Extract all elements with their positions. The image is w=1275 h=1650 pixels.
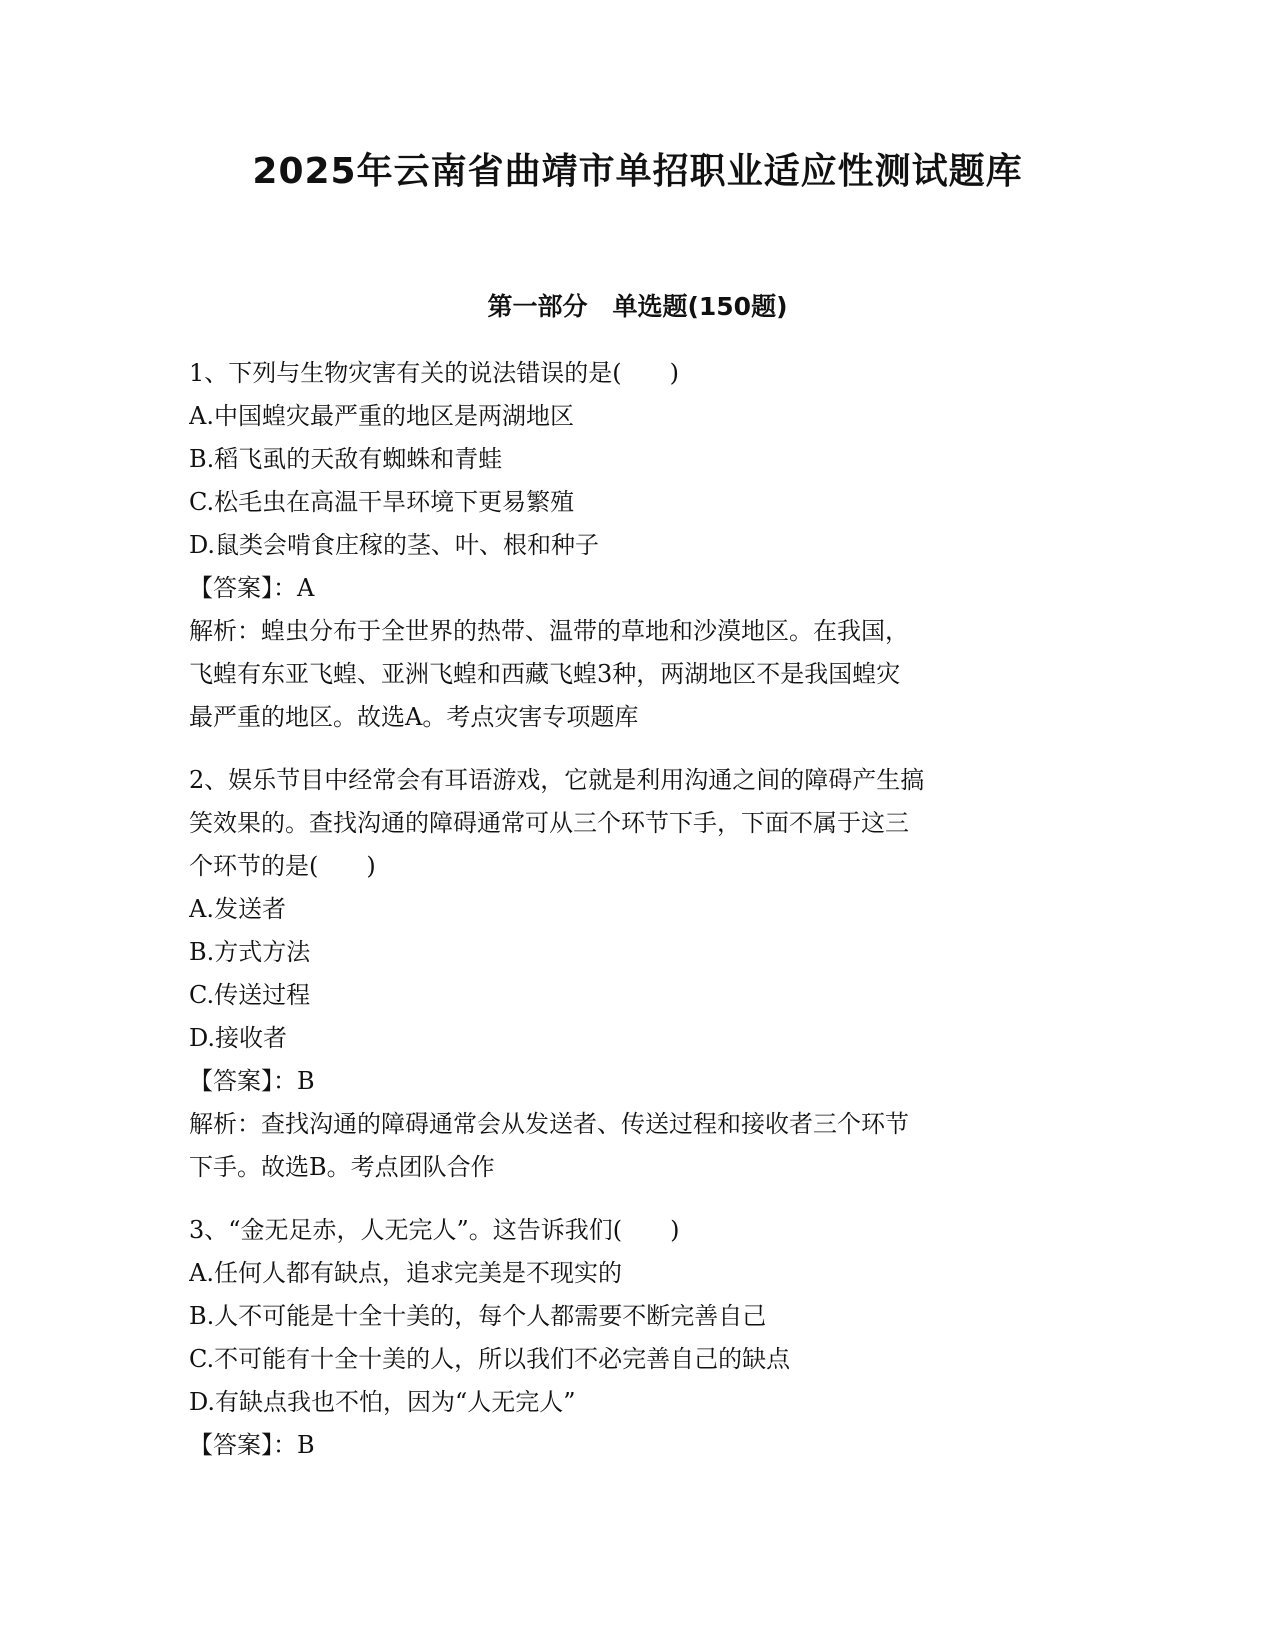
option-a: A.中国蝗灾最严重的地区是两湖地区 <box>189 402 574 430</box>
option-c: C.传送过程 <box>189 981 311 1009</box>
question-stem: 个环节的是( ) <box>189 852 376 880</box>
question-spacer <box>189 739 1089 759</box>
option-d: D.有缺点我也不怕，因为“人无完人” <box>189 1388 576 1416</box>
option-b: B.人不可能是十全十美的，每个人都需要不断完善自己 <box>189 1302 767 1330</box>
answer-line: 【答案】：B <box>189 1067 315 1095</box>
analysis-line: 最严重的地区。故选A。考点灾害专项题库 <box>189 703 639 731</box>
question-stem: 3、“金无足赤，人无完人”。这告诉我们( ) <box>189 1216 680 1244</box>
question-stem: 笑效果的。查找沟通的障碍通常可从三个环节下手，下面不属于这三 <box>189 809 909 837</box>
option-a: A.任何人都有缺点，追求完美是不现实的 <box>189 1259 622 1287</box>
option-d: D.鼠类会啃食庄稼的茎、叶、根和种子 <box>189 531 600 559</box>
document-title: 2025年云南省曲靖市单招职业适应性测试题库 <box>252 151 1023 192</box>
option-b: B.方式方法 <box>189 938 311 966</box>
option-b: B.稻飞虱的天敌有蜘蛛和青蛙 <box>189 445 503 473</box>
option-a: A.发送者 <box>189 895 286 923</box>
question-list <box>189 352 1089 1467</box>
analysis-line: 下手。故选B。考点团队合作 <box>189 1153 495 1181</box>
option-c: C.松毛虫在高温干旱环境下更易繁殖 <box>189 488 575 516</box>
answer-line: 【答案】：B <box>189 1431 315 1459</box>
question-stem: 2、娱乐节目中经常会有耳语游戏，它就是利用沟通之间的障碍产生搞 <box>189 766 925 794</box>
question-spacer <box>189 1189 1089 1209</box>
option-d: D.接收者 <box>189 1024 288 1052</box>
section-title: 第一部分 单选题(150题) <box>487 292 788 321</box>
question-3 <box>189 1209 1089 1467</box>
analysis-line: 解析：蝗虫分布于全世界的热带、温带的草地和沙漠地区。在我国， <box>189 617 909 645</box>
question-1 <box>189 352 1089 739</box>
answer-line: 【答案】：A <box>189 574 315 602</box>
option-c: C.不可能有十全十美的人，所以我们不必完善自己的缺点 <box>189 1345 791 1373</box>
analysis-line: 飞蝗有东亚飞蝗、亚洲飞蝗和西藏飞蝗3种，两湖地区不是我国蝗灾 <box>189 660 901 688</box>
question-2 <box>189 759 1089 1189</box>
question-stem: 1、下列与生物灾害有关的说法错误的是( ) <box>189 359 679 387</box>
analysis-line: 解析：查找沟通的障碍通常会从发送者、传送过程和接收者三个环节 <box>189 1110 909 1138</box>
